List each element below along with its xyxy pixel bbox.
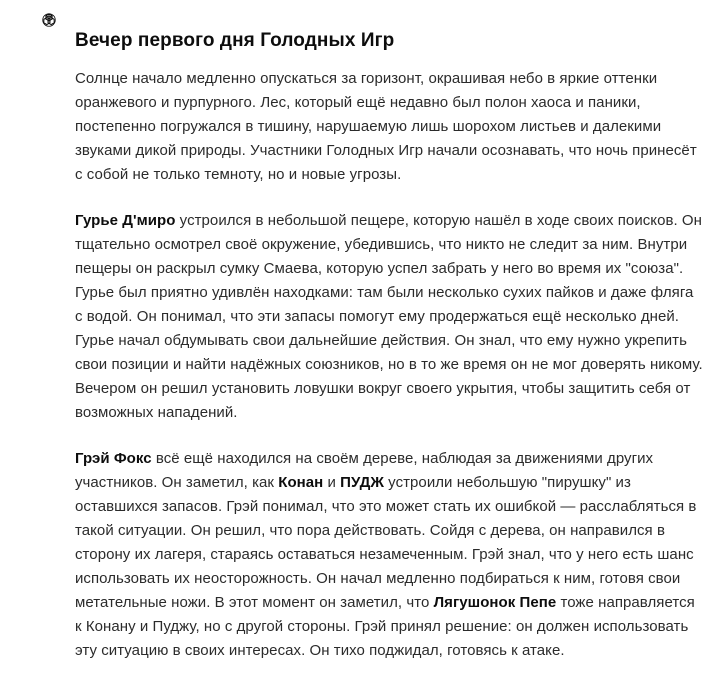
message-heading: Вечер первого дня Голодных Игр	[75, 30, 395, 51]
message-paragraph	[75, 209, 705, 425]
message-paragraph	[75, 67, 705, 187]
character-name: Лягушонок Пепе	[433, 594, 557, 611]
paragraph-text: Солнце начало медленно опускаться за горизонт, окрашивая небо в яркие оттенки оранжевого и пурпурного. Лес, который ещё недавно был полон хаоса и паники, постепенно погружался в тишину, нарушаемую лишь шорохом листьев и далекими звуками дикой природы. Участники Голодных Игр начали осознавать, что ночь принесёт с собой не только темноту, но и новые угрозы.	[75, 70, 697, 183]
character-name: ПУДЖ	[340, 474, 384, 491]
paragraph-text: всё ещё находился на своём дереве, наблюдая за движениями других участников. Он заметил, как	[75, 450, 654, 491]
paragraph-text: тоже направляется к Конану и Пуджу, но с другой стороны. Грэй принял решение: он должен использовать эту ситуацию в своих интересах. Он тихо поджидал, готовясь к атаке.	[75, 594, 695, 659]
assistant-message	[75, 26, 715, 685]
paragraph-text: устроился в небольшой пещере, которую нашёл в ходе своих поисков. Он тщательно осмотрел своё окружение, убедившись, что никто не следит за ним. Внутри пещеры он раскрыл сумку Смаева, которую успел забрать у него во время их "союза". Гурье был приятно удивлён находками: там были несколько сухих пайков и даже фляга с водой. Он понимал, что эти запасы помогут ему продержаться ещё несколько дней. Гурье начал обдумывать свои дальнейшие действия. Он знал, что ему нужно укрепить свои позиции и найти надёжных союзников, но в то же время он не мог доверять никому. Вечером он решил установить ловушки вокруг своего укрытия, чтобы защитить себя от возможных нападений.	[75, 212, 703, 421]
character-name: Конан	[278, 474, 324, 491]
message-paragraph	[75, 447, 705, 663]
message-body	[75, 67, 715, 663]
paragraph-text: и	[323, 474, 341, 491]
character-name: Грэй Фокс	[75, 450, 152, 467]
character-name: Гурье Д'миро	[75, 212, 176, 229]
chatgpt-logo-icon	[41, 12, 57, 28]
paragraph-text: устроили небольшую "пирушку" из оставшихся запасов. Грэй понимал, что это может стать их ошибкой — расслабляться в такой ситуации. Он решил, что пора действовать. Сойдя с дерева, он направился в сторону их лагеря, стараясь оставаться незамеченным. Грэй знал, что у него есть шанс использовать их неосторожность. Он начал медленно подбираться к ним, готовя свои метательные ножи. В этот момент он заметил, что	[75, 474, 697, 611]
